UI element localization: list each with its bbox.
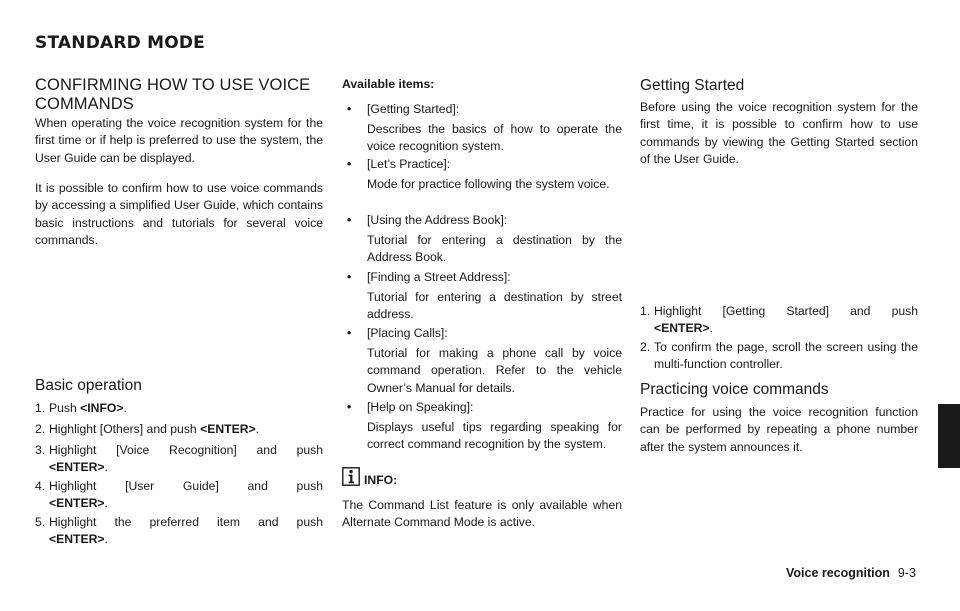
- info-key: <INFO>: [80, 401, 124, 415]
- step-number: 1.: [640, 304, 651, 318]
- step-number: 4.: [35, 479, 46, 493]
- item-title: [Let’s Practice]:: [367, 157, 451, 171]
- bullet-dot: •: [347, 102, 352, 116]
- item-title: [Using the Address Book]:: [367, 213, 508, 227]
- step-number: 2.: [35, 422, 46, 436]
- footer-page-number: 9-3: [897, 566, 916, 580]
- step-text: Highlight [Others] and push: [49, 422, 201, 436]
- enter-key: <ENTER>: [200, 422, 256, 436]
- step-text: Highlight [User Guide] and push: [49, 479, 323, 493]
- getting-started-text: Before using the voice recognition system for the first time, it is possible to confirm how to use commands by viewing the Getting Started section of the User Guide.: [640, 100, 918, 166]
- item-title: [Help on Speaking]:: [367, 400, 474, 414]
- item-description: Tutorial for entering a destination by the Address Book.: [367, 233, 622, 265]
- enter-key: <ENTER>: [49, 496, 105, 511]
- section-header: STANDARD MODE: [35, 33, 205, 53]
- user-guide-paragraph: It is possible to confirm how to use voice commands by accessing a simplified User Guide, which contains basic instructions and tutorials for several voice commands.: [35, 181, 323, 247]
- info-label: INFO:: [364, 473, 398, 487]
- item-description: Displays useful tips regarding speaking for correct command recognition by the system.: [367, 420, 622, 452]
- getting-started-heading: Getting Started: [640, 77, 745, 94]
- bullet-dot: •: [347, 400, 352, 414]
- step-period: .: [255, 422, 260, 436]
- step-number: 3.: [35, 443, 46, 457]
- confirming-heading-line-1: CONFIRMING HOW TO USE VOICE: [35, 76, 311, 94]
- info-icon: [342, 467, 360, 486]
- step-text: Highlight [Getting Started] and push: [654, 304, 918, 318]
- item-description: Describes the basics of how to operate the voice recognition system.: [367, 122, 622, 154]
- practicing-heading: Practicing voice commands: [640, 381, 829, 398]
- step-text: Highlight [Voice Recognition] and push: [49, 443, 323, 457]
- step-text: To confirm the page, scroll the screen using the multi-function controller.: [654, 340, 918, 372]
- practicing-text: Practice for using the voice recognition function can be performed by repeating a phone number after the system announces it.: [640, 405, 918, 454]
- bullet-dot: •: [347, 326, 352, 340]
- item-description: Tutorial for making a phone call by voice command operation. Refer to the vehicle Owner’s Manual for details.: [367, 346, 622, 395]
- step-number: 5.: [35, 515, 46, 529]
- basic-step-1: [35, 400, 323, 417]
- intro-paragraph: When operating the voice recognition system for the first time or if help is preferred to use the system, the User Guide can be displayed.: [35, 116, 323, 165]
- confirming-heading: [35, 76, 310, 114]
- basic-operation-heading: Basic operation: [35, 377, 142, 394]
- confirming-heading-line-2: COMMANDS: [35, 95, 134, 113]
- basic-step-4: [35, 478, 323, 513]
- step-text: Push: [49, 401, 81, 415]
- footer-chapter: Voice recognition: [785, 566, 890, 580]
- step-period: .: [104, 532, 108, 547]
- item-title: [Finding a Street Address]:: [367, 270, 511, 284]
- step-period: .: [104, 496, 108, 511]
- step-period: .: [104, 460, 108, 475]
- enter-key: <ENTER>: [49, 532, 105, 547]
- bullet-dot: •: [347, 157, 352, 171]
- bullet-dot: •: [347, 270, 352, 284]
- step-period: .: [709, 321, 713, 336]
- item-description: Mode for practice following the system voice.: [367, 177, 610, 191]
- step-period: .: [123, 401, 127, 415]
- item-title: [Placing Calls]:: [367, 326, 448, 340]
- item-title: [Getting Started]:: [367, 102, 460, 116]
- item-description: Tutorial for entering a destination by street address.: [367, 290, 622, 322]
- basic-step-2: [35, 421, 323, 438]
- gs-step-2: [640, 339, 918, 374]
- step-number: 2.: [640, 340, 651, 354]
- gs-step-1: [640, 303, 918, 338]
- bullet-dot: •: [347, 213, 352, 227]
- basic-step-3: [35, 442, 323, 477]
- enter-key: <ENTER>: [654, 321, 710, 336]
- enter-key: <ENTER>: [49, 460, 105, 475]
- available-items-label: Available items:: [342, 77, 435, 91]
- info-text: The Command List feature is only available when Alternate Command Mode is active.: [342, 498, 622, 530]
- chapter-tab-marker: [938, 404, 960, 468]
- page-footer: [786, 566, 916, 580]
- step-number: 1.: [35, 401, 46, 415]
- step-text: Highlight the preferred item and push: [49, 515, 323, 529]
- basic-step-5: [35, 514, 323, 549]
